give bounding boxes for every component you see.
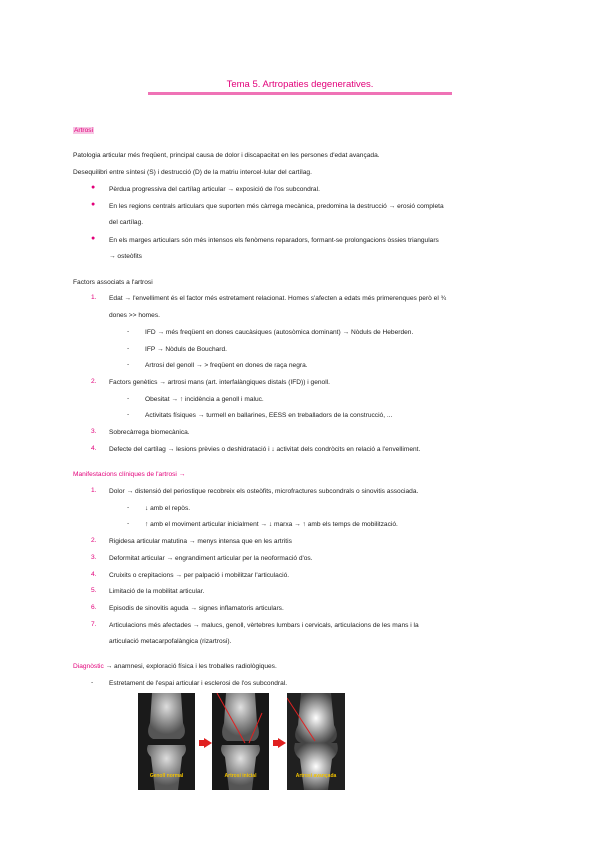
- dash-marker: -: [91, 679, 94, 686]
- list-number: 1.: [91, 487, 97, 494]
- list-item: Episodis de sinovitis aguda → signes inflamatoris articulars.: [109, 605, 284, 612]
- list-item: Sobrecàrrega biomecànica.: [109, 429, 190, 436]
- section-heading-manifestacions: Manifestacions clíniques de l'artrosi →: [73, 471, 186, 478]
- list-item: En els marges articulars són més intensos els fenòmens reparadors, formant-se prolongacions òssies triangulars: [109, 237, 439, 244]
- list-item: Articulacions més afectades → malucs, genoll, vèrtebres lumbars i cervicals, articulacions de les mans i la: [109, 622, 419, 629]
- sub-item: Artrosi del genoll → > freqüent en dones de raça negra.: [145, 362, 308, 369]
- sub-item: Obesitat → ↑ incidència a genoll i maluc.: [145, 396, 264, 403]
- list-number: 3.: [91, 554, 97, 561]
- section-heading-factors: Factors associats a l'artrosi: [73, 279, 153, 286]
- diagnostic-text: → anamnesi, exploració física i les troballes radiològiques.: [103, 663, 277, 670]
- list-item: Rigidesa articular matutina → menys intensa que en les artritis: [109, 538, 292, 545]
- title-underline: [148, 92, 452, 95]
- list-item: articulació metacarpofalàngica (rizartrosi).: [109, 638, 232, 645]
- list-number: 3.: [91, 428, 97, 435]
- list-item: Limitació de la mobilitat articular.: [109, 588, 205, 595]
- dash-marker: -: [127, 520, 130, 527]
- xray-image-normal: [138, 693, 195, 790]
- heading-text: Artrosi: [74, 127, 94, 134]
- xray-image-inicial: [212, 693, 269, 790]
- dash-marker: -: [127, 361, 130, 368]
- section-heading-artrosi: [73, 126, 94, 135]
- bullet-icon: ●: [91, 201, 96, 208]
- list-item: Deformitat articular → engrandiment articular per la neoformació d'os.: [109, 555, 313, 562]
- paragraph: Patologia articular més freqüent, principal causa de dolor i discapacitat en les persones d'edat avançada.: [73, 152, 380, 159]
- list-number: 6.: [91, 604, 97, 611]
- list-number: 2.: [91, 378, 97, 385]
- list-item: Dolor → distensió del periostique recobreix els osteòfits, microfractures subcondrals o sinovitis associada.: [109, 488, 419, 495]
- list-item: En les regions centrals articulars que suporten més càrrega mecànica, predomina la destrucció → erosió completa: [109, 203, 444, 210]
- paragraph: Desequilibri entre síntesi (S) i destrucció (D) de la matriu intercel·lular del cartílag.: [73, 169, 312, 176]
- list-item: Cruixits o crepitacions → per palpació i mobilitzar l'articulació.: [109, 572, 290, 579]
- page-title: Tema 5. Artropaties degeneratives.: [226, 79, 374, 90]
- dash-marker: -: [127, 395, 130, 402]
- list-item: Factors genètics → artrosi mans (art. interfalàngiques distals (IFD)) i genoll.: [109, 379, 330, 386]
- right-arrow-icon: [278, 738, 286, 748]
- dash-marker: -: [127, 328, 130, 335]
- list-number: 4.: [91, 571, 97, 578]
- sub-item: ↓ amb el repòs.: [145, 505, 191, 512]
- list-item: dones >> homes.: [109, 312, 160, 319]
- diagnostic-label: Diagnòstic: [73, 663, 104, 670]
- list-item: → osteòfits: [109, 253, 142, 260]
- dash-marker: -: [127, 504, 130, 511]
- dash-marker: -: [127, 411, 130, 418]
- image-caption: Artrosi avançada: [295, 773, 337, 779]
- image-caption: Genoll normal: [149, 773, 184, 779]
- list-item: Pèrdua progressiva del cartílag articular → exposició de l'os subcondral.: [109, 186, 320, 193]
- bullet-icon: ●: [91, 235, 96, 242]
- right-arrow-icon: [204, 738, 212, 748]
- list-item: Edat → l'envelliment és el factor més estretament relacionat. Homes s'afecten a edats més primerenques però el ¾: [109, 295, 447, 302]
- list-item: Estretament de l'espai articular i esclerosi de l'os subcondral.: [109, 680, 288, 687]
- sub-item: ↑ amb el moviment articular inicialment → ↓ marxa → ↑ amb els temps de mobilització.: [145, 521, 398, 528]
- xray-image-avancada: [287, 693, 345, 790]
- image-caption: Artrosi inicial: [224, 773, 257, 779]
- list-item: del cartílag.: [109, 219, 144, 226]
- dash-marker: -: [127, 345, 130, 352]
- list-number: 1.: [91, 294, 97, 301]
- list-item: Defecte del cartílag → lesions prèvies o deshidratació i ↓ activitat dels condròcits en relació a l'envelliment.: [109, 446, 421, 453]
- sub-item: IFD → més freqüent en dones caucàsiques (autosòmica dominant) → Nòduls de Heberden.: [145, 329, 414, 336]
- list-number: 2.: [91, 537, 97, 544]
- sub-item: Activitats físiques → turmell en ballarines, EESS en treballadors de la construcció, ...: [145, 412, 393, 419]
- list-number: 5.: [91, 587, 97, 594]
- list-number: 4.: [91, 445, 97, 452]
- list-number: 7.: [91, 621, 97, 628]
- section-heading-diagnostic: [73, 662, 277, 671]
- sub-item: IFP → Nòduls de Bouchard.: [145, 346, 227, 353]
- bullet-icon: ●: [91, 184, 96, 191]
